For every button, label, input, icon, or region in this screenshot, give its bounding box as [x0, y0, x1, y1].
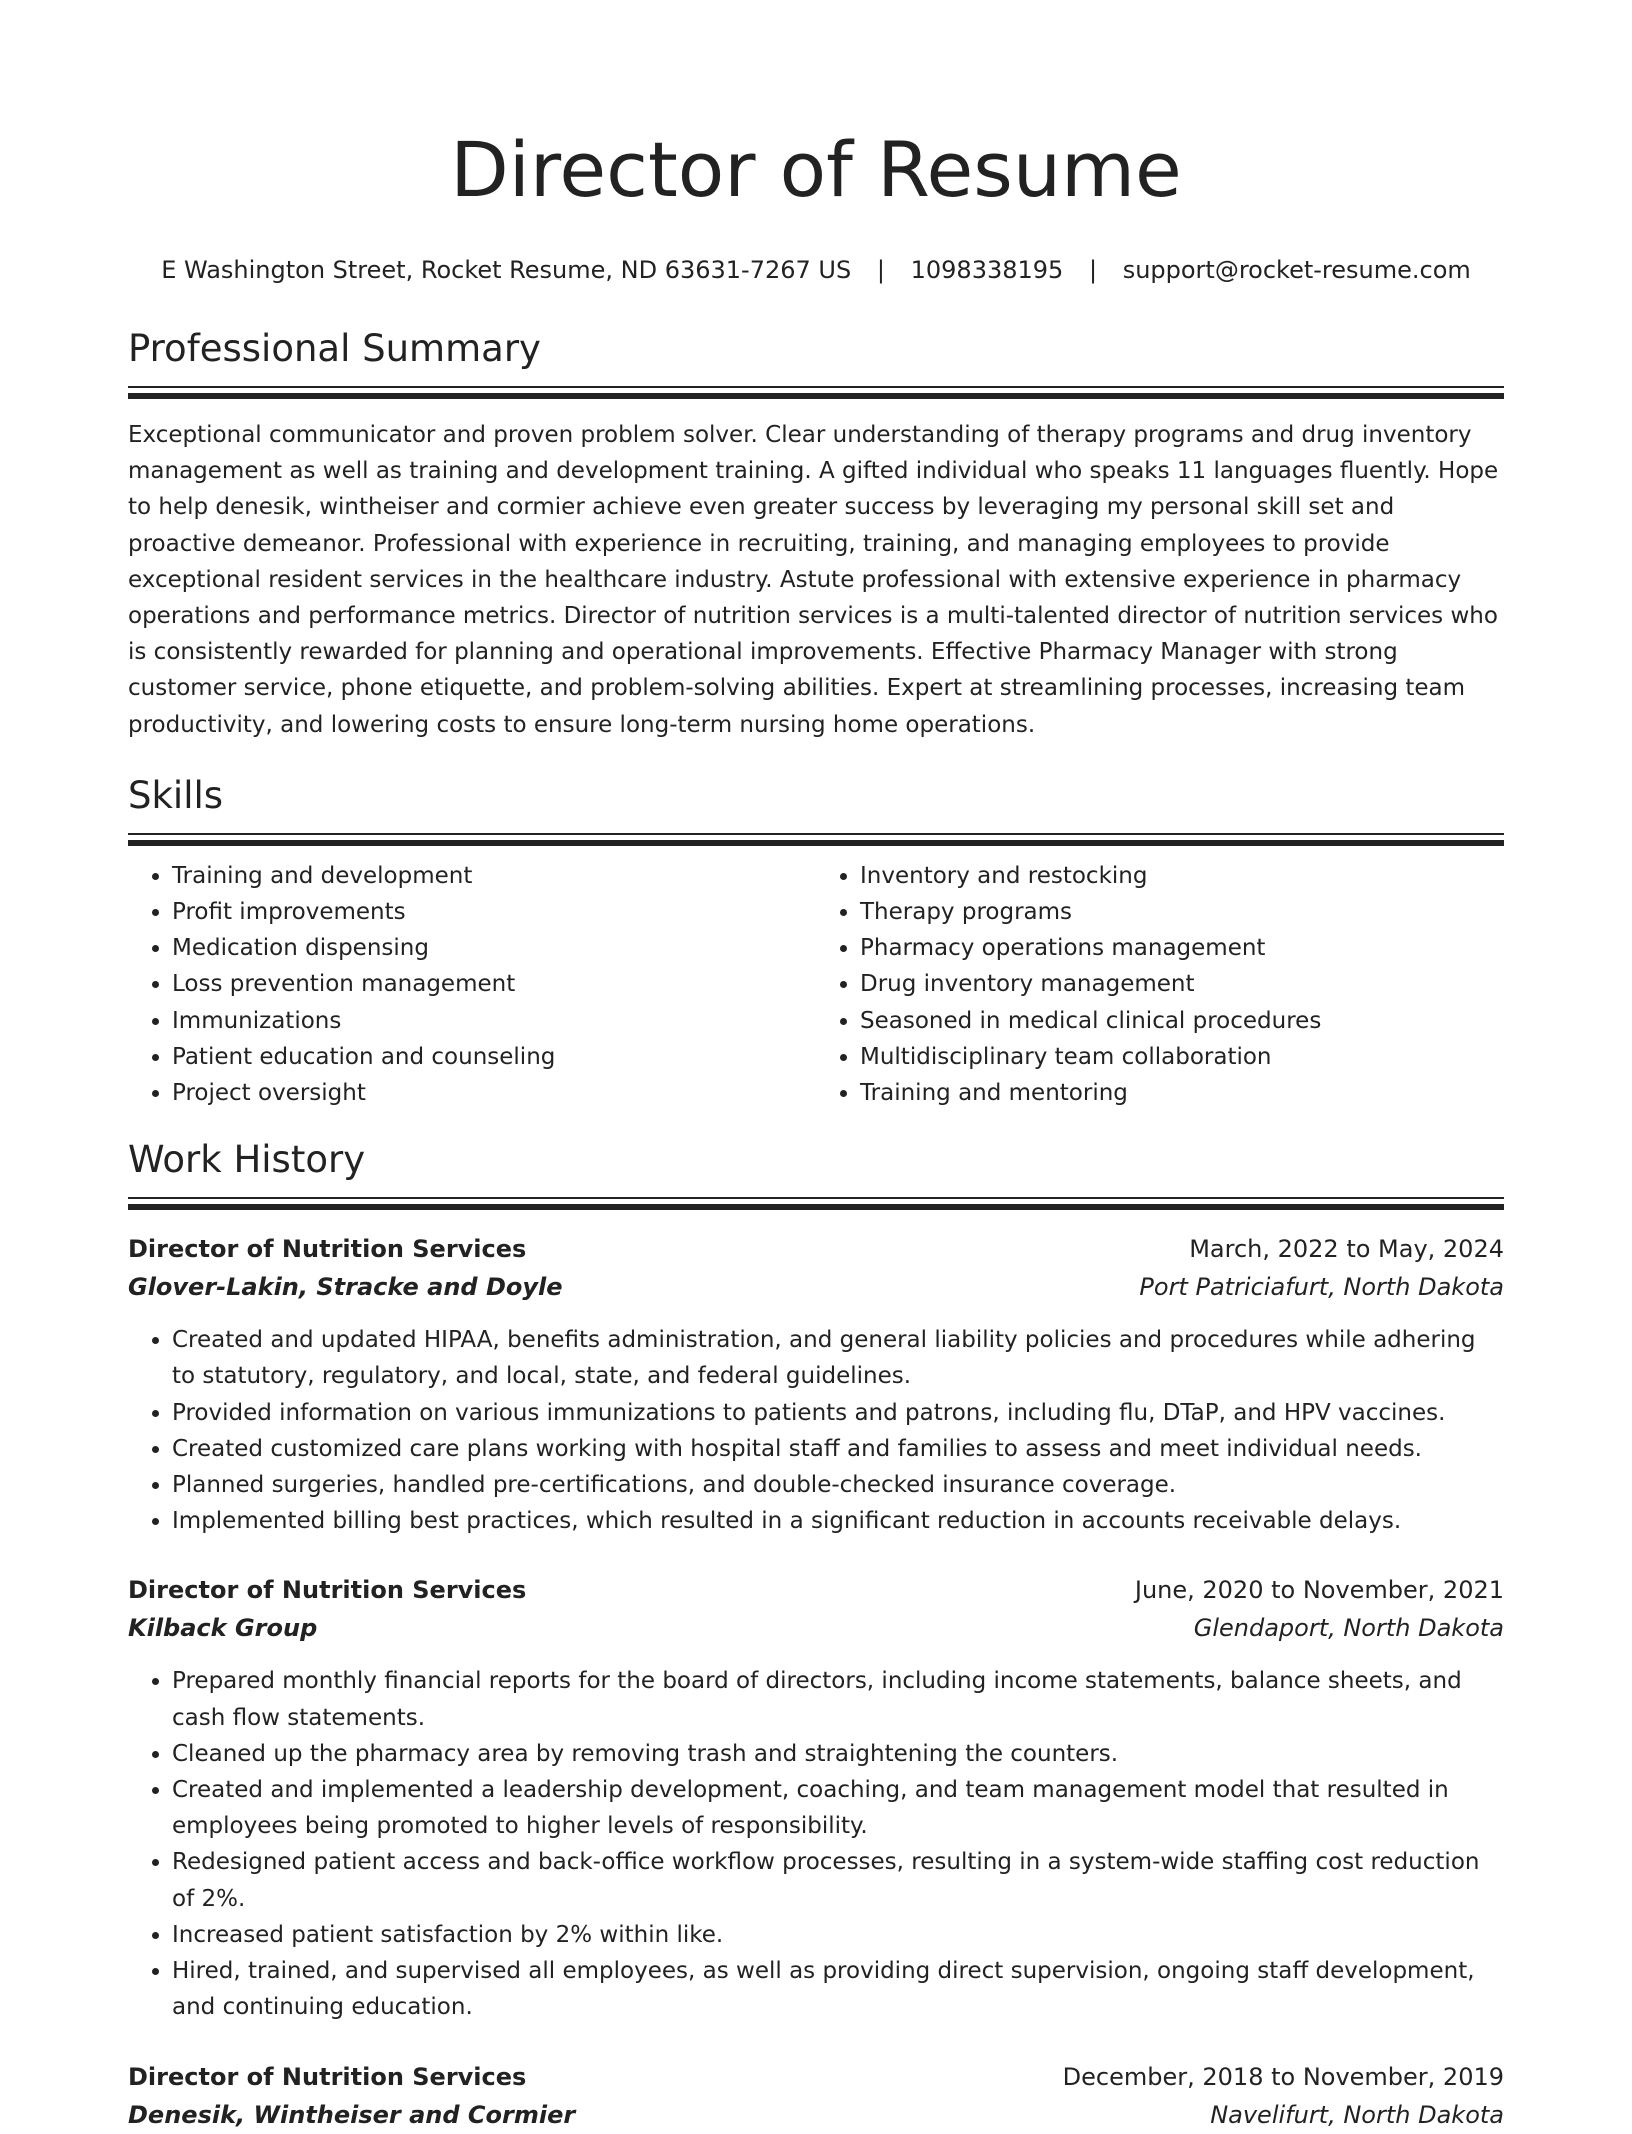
skill-item: • Loss prevention management [172, 966, 816, 1002]
section-divider-thick [128, 1204, 1504, 1210]
skill-item: • Training and mentoring [860, 1075, 1504, 1111]
job-bullet: • Implemented billing best practices, which resulted in a significant reduction in accounts receivable delays. [172, 1503, 1504, 1539]
section-divider [128, 1197, 1504, 1199]
section-title: Skills [128, 773, 224, 817]
skill-item: • Profit improvements [172, 894, 816, 930]
section-title: Professional Summary [128, 327, 541, 370]
job-header-row [128, 2058, 1504, 2096]
skills-section [128, 773, 1504, 1111]
job-bullet: • Increased patient satisfaction by 2% within like. [172, 1917, 1504, 1953]
skill-item: • Inventory and restocking [860, 858, 1504, 894]
skills-columns [128, 858, 1504, 1111]
job-title: Director of Nutrition Services [128, 1235, 527, 1264]
skill-item: • Patient education and counseling [172, 1039, 816, 1075]
job-company: Glover-Lakin, Stracke and Doyle [128, 1273, 563, 1302]
skills-list-right [816, 858, 1504, 1111]
job-company: Denesik, Wintheiser and Cormier [128, 2100, 576, 2129]
job-bullet: • Created customized care plans working with hospital staff and families to assess and meet individual needs. [172, 1431, 1504, 1467]
job-bullet: • Created and implemented a leadership development, coaching, and team management model that resulted in employees being promoted to higher levels of responsibility. [172, 1772, 1504, 1844]
resume-name: Director of Resume [450, 125, 1182, 214]
contact-line [128, 254, 1504, 286]
job-bullet: • Provided information on various immunizations to patients and patrons, including flu, DTaP, and HPV vaccines. [172, 1395, 1504, 1431]
skill-item: • Pharmacy operations management [860, 930, 1504, 966]
job-company-row [128, 2096, 1504, 2134]
section-divider [128, 833, 1504, 835]
job-dates: June, 2020 to November, 2021 [1134, 1576, 1504, 1605]
section-divider [128, 386, 1504, 388]
contact-separator: | [876, 256, 885, 284]
skill-item: • Project oversight [172, 1075, 816, 1111]
job-location: Navelifurt, North Dakota [1210, 2100, 1504, 2129]
job-entry [128, 2058, 1504, 2134]
job-entry [128, 1230, 1504, 1539]
work-history-section [128, 1137, 1504, 2133]
skill-item: • Training and development [172, 858, 816, 894]
job-dates: December, 2018 to November, 2019 [1062, 2062, 1504, 2091]
job-company: Kilback Group [128, 1614, 318, 1643]
job-header-row [128, 1571, 1504, 1609]
skills-list-left [128, 858, 816, 1111]
job-title: Director of Nutrition Services [128, 1576, 527, 1605]
job-bullet: • Hired, trained, and supervised all employees, as well as providing direct supervision, ongoing staff development, and continuing education. [172, 1953, 1504, 2025]
skill-item: • Multidisciplinary team collaboration [860, 1039, 1504, 1075]
job-entry [128, 1571, 1504, 2025]
skill-item: • Therapy programs [860, 894, 1504, 930]
job-title: Director of Nutrition Services [128, 2062, 527, 2091]
job-header-row [128, 1230, 1504, 1268]
skill-item: • Drug inventory management [860, 966, 1504, 1002]
job-company-row [128, 1609, 1504, 1647]
address: E Washington Street, Rocket Resume, ND 63631-7267 US [161, 256, 852, 284]
job-company-row [128, 1268, 1504, 1306]
professional-summary-section [128, 326, 1504, 743]
job-bullet: • Planned surgeries, handled pre-certifications, and double-checked insurance coverage. [172, 1467, 1504, 1503]
job-location: Glendaport, North Dakota [1193, 1614, 1504, 1643]
section-divider-thick [128, 393, 1504, 399]
job-bullet: • Prepared monthly financial reports for the board of directors, including income statements, balance sheets, and cash flow statements. [172, 1663, 1504, 1735]
job-dates: March, 2022 to May, 2024 [1189, 1235, 1504, 1264]
section-divider-thick [128, 840, 1504, 846]
job-bullets [128, 1322, 1504, 1539]
job-bullets [128, 1663, 1504, 2025]
job-location: Port Patriciafurt, North Dakota [1139, 1273, 1504, 1302]
skill-item: • Medication dispensing [172, 930, 816, 966]
email: support@rocket-resume.com [1122, 256, 1471, 284]
skill-item: • Seasoned in medical clinical procedures [860, 1003, 1504, 1039]
phone: 1098338195 [910, 256, 1064, 284]
section-title: Work History [128, 1138, 366, 1182]
job-bullet: • Cleaned up the pharmacy area by removing trash and straightening the counters. [172, 1736, 1504, 1772]
contact-separator: | [1088, 256, 1098, 284]
job-bullet: • Redesigned patient access and back-office workflow processes, resulting in a system-wide staffing cost reduction of 2%. [172, 1844, 1504, 1916]
summary-text: Exceptional communicator and proven problem solver. Clear understanding of therapy programs and drug inventory management as well as training and development training. A gifted individual who speaks 11 languages fluently. Hope to help denesik, wintheiser and cormier achieve even greater success by leveraging my personal skill set and proactive demeanor. Professional with experience in recruiting, training, and managing employees to provide exceptional resident services in the healthcare industry. Astute professional with extensive experience in pharmacy operations and performance metrics. Director of nutrition services is a multi-talented director of nutrition services who is consistently rewarded for planning and operational improvements. Effective Pharmacy Manager with strong customer service, phone etiquette, and problem-solving abilities. Expert at streamlining processes, increasing team productivity, and lowering costs to ensure long-term nursing home operations. [128, 422, 1499, 738]
skill-item: • Immunizations [172, 1003, 816, 1039]
job-bullet: • Created and updated HIPAA, benefits administration, and general liability policies and procedures while adhering to statutory, regulatory, and local, state, and federal guidelines. [172, 1322, 1504, 1394]
